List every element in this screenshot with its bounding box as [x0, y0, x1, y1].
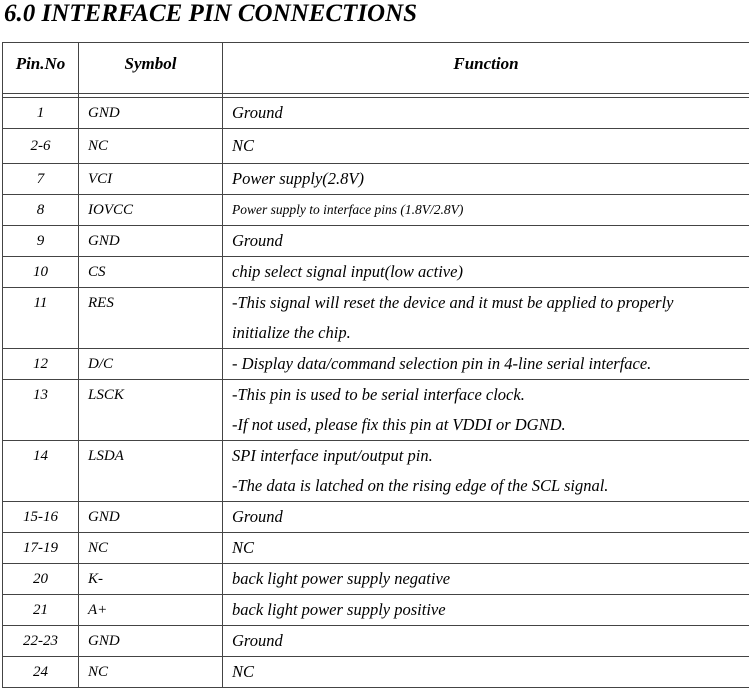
function-cell — [223, 164, 749, 195]
symbol-cell: GND — [79, 226, 223, 257]
function-line: Ground — [232, 103, 283, 122]
page-title: 6.0 INTERFACE PIN CONNECTIONS — [4, 0, 418, 27]
table-row — [3, 288, 749, 349]
symbol-cell: IOVCC — [79, 195, 223, 226]
table-row — [3, 533, 749, 564]
pin-cell: 24 — [3, 657, 79, 688]
symbol-cell: GND — [79, 626, 223, 657]
function-line: -The data is latched on the rising edge of the SCL signal. — [232, 476, 609, 495]
pin-cell: 9 — [3, 226, 79, 257]
function-cell — [223, 288, 749, 349]
function-line: Ground — [232, 507, 283, 526]
symbol-cell: NC — [79, 129, 223, 164]
header-function: Function — [223, 43, 749, 94]
function-cell — [223, 626, 749, 657]
function-line: back light power supply negative — [232, 569, 451, 588]
table-row — [3, 195, 749, 226]
function-cell — [223, 349, 749, 380]
symbol-cell: D/C — [79, 349, 223, 380]
pin-cell: 22-23 — [3, 626, 79, 657]
symbol-cell: LSCK — [79, 380, 223, 441]
pin-cell: 21 — [3, 595, 79, 626]
header-pin-no: Pin.No — [3, 43, 79, 94]
symbol-cell: RES — [79, 288, 223, 349]
symbol-cell: VCI — [79, 164, 223, 195]
function-cell — [223, 441, 749, 502]
function-line: NC — [232, 136, 255, 155]
symbol-cell: NC — [79, 657, 223, 688]
function-cell — [223, 533, 749, 564]
function-line: Power supply(2.8V) — [232, 169, 364, 188]
table-row — [3, 98, 749, 129]
function-cell — [223, 257, 749, 288]
function-cell — [223, 226, 749, 257]
function-cell — [223, 595, 749, 626]
table-row — [3, 626, 749, 657]
pin-connections-table — [2, 42, 749, 688]
function-line: Ground — [232, 231, 283, 250]
table-row — [3, 595, 749, 626]
pin-cell: 7 — [3, 164, 79, 195]
function-line: SPI interface input/output pin. — [232, 446, 433, 465]
pin-cell: 8 — [3, 195, 79, 226]
table-row — [3, 380, 749, 441]
pin-cell: 10 — [3, 257, 79, 288]
function-line: Power supply to interface pins (1.8V/2.8V) — [232, 202, 464, 217]
pin-cell: 12 — [3, 349, 79, 380]
symbol-cell: GND — [79, 98, 223, 129]
function-line: -This pin is used to be serial interface clock. — [232, 385, 525, 404]
function-line: NC — [232, 662, 255, 681]
function-cell — [223, 657, 749, 688]
symbol-cell: CS — [79, 257, 223, 288]
function-line: - Display data/command selection pin in 4-line serial interface. — [232, 354, 652, 373]
table-row — [3, 564, 749, 595]
pin-cell: 15-16 — [3, 502, 79, 533]
function-line: back light power supply positive — [232, 600, 446, 619]
pin-cell: 20 — [3, 564, 79, 595]
pin-cell: 17-19 — [3, 533, 79, 564]
symbol-cell: A+ — [79, 595, 223, 626]
symbol-cell: NC — [79, 533, 223, 564]
symbol-cell: GND — [79, 502, 223, 533]
table-row — [3, 502, 749, 533]
function-cell — [223, 502, 749, 533]
function-line: initialize the chip. — [232, 323, 351, 342]
table-header-row — [3, 43, 749, 94]
function-line: Ground — [232, 631, 283, 650]
table-row — [3, 257, 749, 288]
table-row — [3, 129, 749, 164]
function-line: -If not used, please fix this pin at VDDI or DGND. — [232, 415, 566, 434]
function-cell — [223, 564, 749, 595]
table-row — [3, 441, 749, 502]
function-cell — [223, 129, 749, 164]
pin-cell: 11 — [3, 288, 79, 349]
pin-cell: 13 — [3, 380, 79, 441]
function-line: NC — [232, 538, 255, 557]
table-row — [3, 226, 749, 257]
function-line: chip select signal input(low active) — [232, 262, 463, 281]
function-cell — [223, 195, 749, 226]
pin-cell: 2-6 — [3, 129, 79, 164]
symbol-cell: K- — [79, 564, 223, 595]
header-symbol: Symbol — [79, 43, 223, 94]
function-cell — [223, 380, 749, 441]
table-row — [3, 349, 749, 380]
table-row — [3, 657, 749, 688]
function-line: -This signal will reset the device and it must be applied to properly — [232, 293, 674, 312]
function-cell — [223, 98, 749, 129]
table-row — [3, 164, 749, 195]
symbol-cell: LSDA — [79, 441, 223, 502]
pin-cell: 1 — [3, 98, 79, 129]
pin-cell: 14 — [3, 441, 79, 502]
